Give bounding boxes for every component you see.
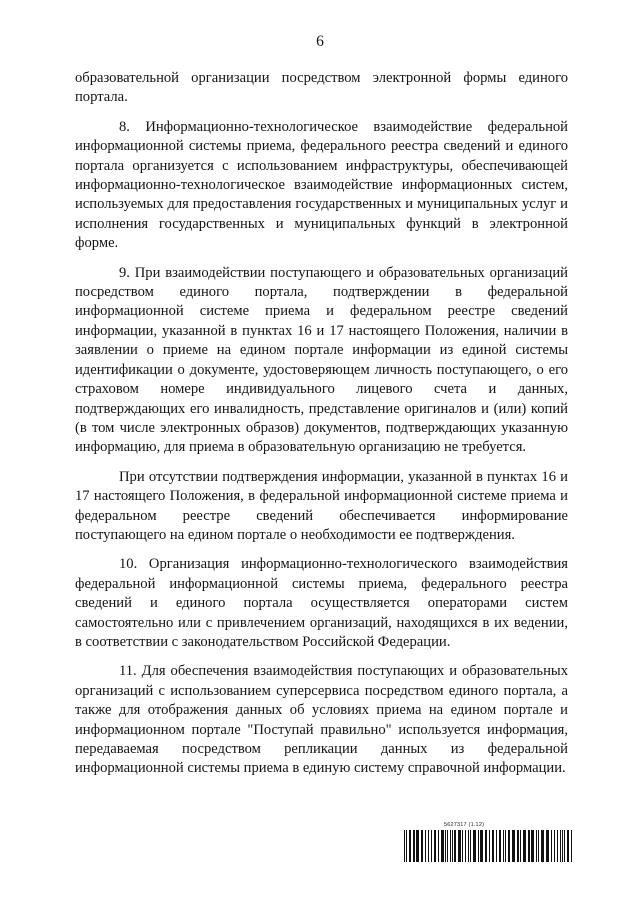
barcode-icon	[404, 830, 572, 862]
barcode-bar	[499, 830, 501, 862]
barcode-bar	[454, 830, 456, 862]
paragraph-10: 10. Организация информационно-технологического взаимодействия федеральной информационной системы приема, федерального реестра сведений и единого портала осуществляется операторами систем самостоятельно или с привлечением организаций, находящихся в их ведении, в соответствии с законодательством Российской Федерации.	[75, 556, 568, 650]
barcode-bar	[480, 830, 483, 862]
barcode-bar	[473, 830, 476, 862]
barcode-bar	[478, 830, 479, 862]
barcode-bar	[416, 830, 419, 862]
barcode-caption: 5627317 (1.12)	[444, 822, 485, 828]
body-text	[75, 69, 568, 789]
barcode-bar	[462, 830, 463, 862]
barcode-bar	[438, 830, 439, 862]
barcode-bar	[434, 830, 436, 862]
barcode-bar	[445, 830, 446, 862]
barcode-bar	[505, 830, 506, 862]
barcode-bar	[458, 830, 461, 862]
barcode-bar	[571, 830, 572, 862]
barcode-bar	[413, 830, 415, 862]
paragraph-8: 8. Информационно-технологическое взаимодействие федеральной информационной системы приема, федерального реестра сведений и единого портала организуется с использованием инфраструктуры, обеспечивающей информационно-технологическое взаимодействие информационных систем, используемых для предоставления государственных и муниципальных услуг и исполнения государственных и муниципальных функций в электронной форме.	[75, 118, 568, 252]
paragraph-11: 11. Для обеспечения взаимодействия поступающих и образовательных организаций с использованием суперсервиса посредством единого портала, а также для отображения данных об условиях приема на едином портале и информационном портале "Поступай правильно" используется информация, передаваемая посредством репликации данных из федеральной информационной системы приема в единую систему справочной информации.	[75, 663, 568, 777]
barcode-block	[404, 822, 572, 864]
barcode-bar	[503, 830, 504, 862]
barcode-bar	[541, 830, 544, 862]
barcode-bar	[546, 830, 549, 862]
paragraph-continued: образовательной организации посредством электронной формы единого портала.	[75, 70, 568, 106]
barcode-bar	[554, 830, 555, 862]
paragraph-9-addendum: При отсутствии подтверждения информации, указанной в пунктах 16 и 17 настоящего Положения, в федеральной информационной системе приема и федеральном реестре сведений обеспечивается информирование поступающего на едином портале о необходимости ее подтверждения.	[75, 468, 568, 543]
barcode-bar	[523, 830, 526, 862]
barcode-bar	[485, 830, 487, 862]
barcode-bar	[528, 830, 530, 862]
barcode-bar	[508, 830, 510, 862]
barcode-bar	[428, 830, 429, 862]
barcode-bar	[557, 830, 558, 862]
barcode-bar	[492, 830, 494, 862]
barcode-bar	[406, 830, 407, 862]
barcode-bar	[531, 830, 534, 862]
barcode-bar	[520, 830, 521, 862]
barcode-bar	[562, 830, 563, 862]
barcode-bar	[489, 830, 490, 862]
barcode-bar	[551, 830, 552, 862]
barcode-bar	[452, 830, 453, 862]
barcode-bar	[409, 830, 411, 862]
barcode-bar	[421, 830, 423, 862]
barcode-bar	[465, 830, 466, 862]
barcode-bar	[517, 830, 519, 862]
page-number: 6	[316, 33, 324, 50]
barcode-bar	[564, 830, 565, 862]
barcode-bar	[431, 830, 432, 862]
barcode-bar	[560, 830, 561, 862]
barcode-bar	[512, 830, 515, 862]
barcode-bar	[470, 830, 471, 862]
barcode-bar	[468, 830, 469, 862]
barcode-bar	[496, 830, 497, 862]
barcode-bar	[567, 830, 569, 862]
barcode-bar	[447, 830, 448, 862]
barcode-bar	[404, 830, 405, 862]
barcode-bar	[450, 830, 451, 862]
barcode-bar	[425, 830, 426, 862]
barcode-bar	[538, 830, 539, 862]
barcode-bar	[441, 830, 444, 862]
barcode-bar	[536, 830, 537, 862]
paragraph-9: 9. При взаимодействии поступающего и образовательных организаций посредством единого портала, подтверждении в федеральной информационной системе приема и федеральном реестре сведений информации, указанной в пунктах 16 и 17 настоящего Положения, наличии в заявлении о приеме на едином портале информации из единой системы идентификации о документе, удостоверяющем личность поступающего, о его страховом номере индивидуального лицевого счета и данных, подтверждающих его инвалидность, представление оригиналов и (или) копий (в том числе электронных образов) документов, подтверждающих указанную информацию, для приема в образовательную организацию не требуется.	[75, 264, 568, 456]
